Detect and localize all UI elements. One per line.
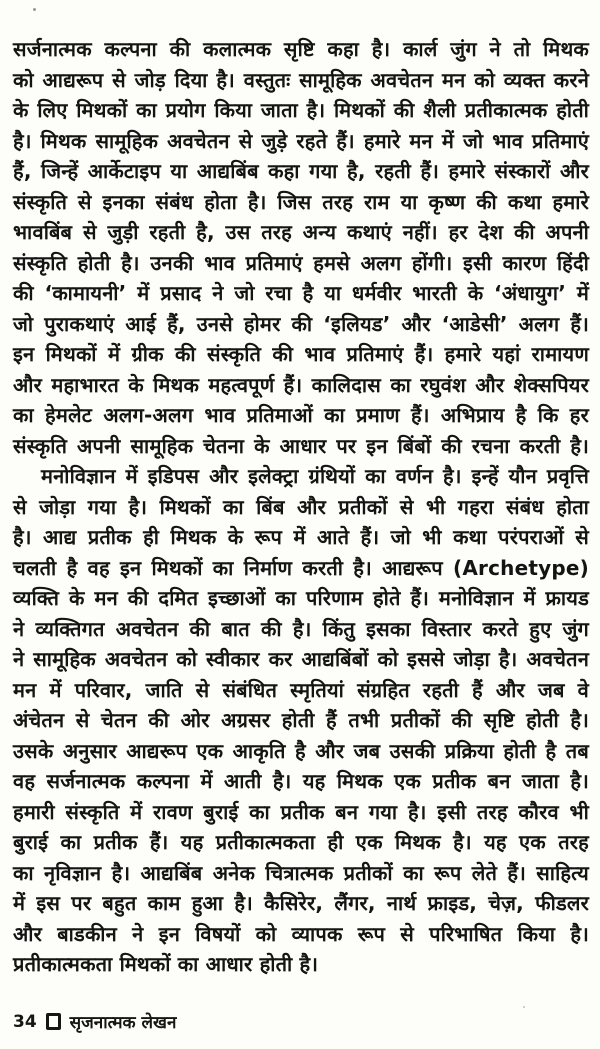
text-line: में इस पर बहुत काम हुआ है। कैसिरेर, लैंगर, नार्थ फ्राइड, चेज़, फीडलर bbox=[13, 891, 589, 915]
text-line: और महाभारत के मिथक महत्वपूर्ण हैं। कालिदास का रघुवंश और शेक्सपियर bbox=[13, 372, 589, 397]
text-line: जो पुराकथाएं आई हैं, उनसे होमर की ‘इलियड’ और ‘आडेसी’ अलग हैं। bbox=[13, 311, 589, 336]
text-line: संस्कृति अपनी सामूहिक चेतना के आधार पर इन बिंबों की रचना करती है। bbox=[13, 433, 589, 458]
text-line: है। आद्य प्रतीक ही मिथक के रूप में आते हैं। जो भी कथा परंपराओं से bbox=[13, 525, 589, 549]
text-line: है। मिथक सामूहिक अवचेतन से जुड़े रहते हैं। हमारे मन में जो भाव प्रतिमाएं bbox=[13, 128, 589, 153]
text-line: अंचेतन से चेतन की ओर अग्रसर होती हैं तभी प्रतीकों की सृष्टि होती है। bbox=[13, 708, 589, 732]
scan-speck bbox=[33, 8, 36, 11]
text-line: की ‘कामायनी’ में प्रसाद ने जो रचा है या धर्मवीर भारती के ‘अंधायुग’ में bbox=[13, 281, 589, 305]
text-line: हैं, जिन्हें आर्केटाइप या आद्यबिंब कहा गया है, रहती हैं। हमारे संस्कारों और bbox=[13, 159, 589, 183]
text-line: हमारी संस्कृति में रावण बुराई का प्रतीक बन गया है। इसी तरह कौरव भी bbox=[13, 799, 589, 824]
text-line: के लिए मिथकों का प्रयोग किया जाता है। मिथकों की शैली प्रतीकात्मक होती bbox=[13, 98, 589, 122]
text-line: को आद्यरूप से जोड़ दिया है। वस्तुतः सामूहिक अवचेतन मन को व्यक्त करने bbox=[13, 67, 589, 92]
paragraph bbox=[13, 34, 589, 461]
body-text bbox=[13, 34, 589, 980]
text-line: मन में परिवार, जाति से संबंधित स्मृतियां संग्रहित रहती हैं और जब वे bbox=[13, 677, 589, 702]
text-line: संस्कृति से इनका संबंध होता है। जिस तरह राम या कृष्ण की कथा हमारे bbox=[13, 189, 589, 214]
text-line: ने व्यक्तिगत अवचेतन की बात की है। किंतु इसका विस्तार करते हुए जुंग bbox=[13, 616, 589, 641]
text-line: वह सर्जनात्मक कल्पना में आती है। यह मिथक एक प्रतीक बन जाता है। bbox=[13, 769, 589, 793]
text-line: ने सामूहिक अवचेतन को स्वीकार कर आद्यबिंबों को इससे जोड़ा है। अवचेतन bbox=[13, 647, 589, 671]
text-line: चलती है वह इन मिथकों का निर्माण करती है। आद्यरूप (Archetype) bbox=[13, 555, 589, 580]
text-line: संस्कृति होती है। उनकी भाव प्रतिमाएं हमसे अलग होंगी। इसी कारण हिंदी bbox=[13, 250, 589, 275]
text-line: और बाडकीन ने इन विषयों को व्यापक रूप से परिभाषित किया है। bbox=[13, 921, 589, 946]
scan-speck bbox=[523, 1006, 525, 1008]
text-line: का हेमलेट अलग-अलग भाव प्रतिमाओं का प्रमाण हैं। अभिप्राय है कि हर bbox=[13, 403, 589, 427]
text-line: भावबिंब से जुड़ी रहती है, उस तरह अन्य कथाएं नहीं। हर देश की अपनी bbox=[13, 220, 589, 244]
text-line: उसके अनुसार आद्यरूप एक आकृति है और जब उसकी प्रक्रिया होती है तब bbox=[13, 738, 589, 763]
text-line: व्यक्ति के मन की दमित इच्छाओं का परिणाम होते हैं। मनोविज्ञान में फ्रायड bbox=[13, 586, 589, 610]
text-line: सर्जनात्मक कल्पना की कलात्मक सृष्टि कहा है। कार्ल जुंग ने तो मिथक bbox=[13, 37, 589, 61]
text-line: का नृविज्ञान है। आद्यबिंब अनेक चित्रात्मक प्रतीकों का रूप लेते हैं। साहित्य bbox=[13, 860, 589, 885]
page-footer bbox=[13, 1010, 176, 1033]
text-line: से जोड़ा गया है। मिथकों का बिंब और प्रतीकों से भी गहरा संबंध होता bbox=[13, 494, 589, 519]
text-line: इन मिथकों में ग्रीक की संस्कृति की भाव प्रतिमाएं हैं। हमारे यहां रामायण bbox=[13, 342, 589, 366]
text-line: मनोविज्ञान में इडिपस और इलेक्ट्रा ग्रंथियों का वर्णन है। इन्हें यौन प्रवृत्ति bbox=[41, 464, 589, 488]
paragraph bbox=[13, 461, 589, 980]
text-line: प्रतीकात्मकता मिथकों का आधार होती है। bbox=[13, 952, 319, 976]
page-number: 34 bbox=[13, 1011, 37, 1032]
text-line: बुराई का प्रतीक हैं। यह प्रतीकात्मकता ही एक मिथक है। यह एक तरह bbox=[13, 830, 589, 854]
book-title: सृजनात्मक लेखन bbox=[69, 1013, 177, 1033]
open-square-icon bbox=[46, 1013, 61, 1030]
